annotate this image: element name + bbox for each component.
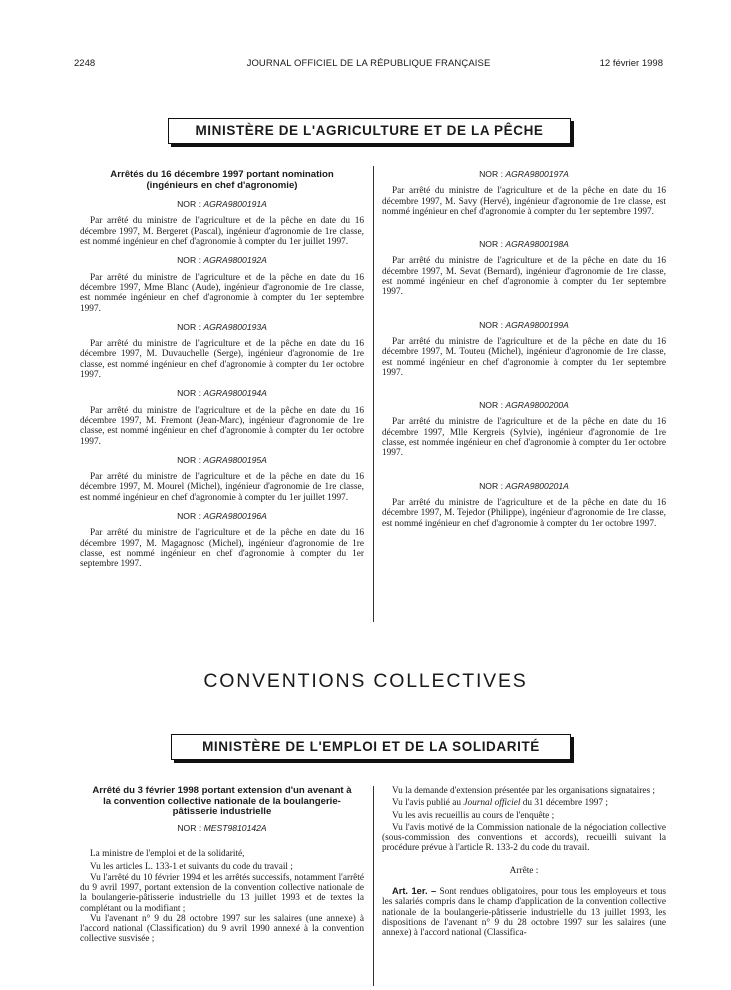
nor-label: NOR : bbox=[177, 511, 204, 522]
nor-reference bbox=[382, 481, 666, 491]
entry-block bbox=[382, 169, 666, 217]
nor-reference bbox=[80, 388, 364, 398]
nor-code: AGRA9800197A bbox=[505, 169, 569, 179]
column-divider bbox=[373, 166, 374, 622]
right-column-emploi bbox=[382, 786, 666, 939]
nor-label: NOR : bbox=[479, 480, 506, 491]
visa-paragraph: Vu l'arrêté du 10 février 1994 et les arrêtés successifs, notamment l'arrêté du 9 avril 1997, portant extension de la convention collective nationale de la boulangerie-pâtisserie industrielle du 13 juillet 1993 et de textes la complétant ou la modifiant ; bbox=[80, 872, 364, 914]
nor-label: NOR : bbox=[479, 400, 506, 411]
journal-title: JOURNAL OFFICIEL DE LA RÉPUBLIQUE FRANÇAISE bbox=[246, 58, 491, 69]
article-text: Sont rendues obligatoires, pour tous les employeurs et tous les salariés compris dans le champ d'application de la convention collective nationale de la boulangerie-pâtisserie industrielle du 13 juillet 1993, les dispositions de l'avenant n° 9 du 28 octobre 1997 sur les salaires (une annexe) à l'accord national (Classifica- bbox=[382, 887, 666, 939]
nor-label: NOR : bbox=[177, 388, 204, 399]
entry-block bbox=[382, 320, 666, 378]
nor-reference bbox=[382, 400, 666, 410]
arrete-paragraph: Par arrêté du ministre de l'agriculture et de la pêche en date du 16 décembre 1997, M. Tejedor (Philippe), ingénieur d'agronomie de 1re classe, est nommé ingénieur en chef d'agronomie à compter du 1er octobre 1997. bbox=[382, 497, 666, 529]
arrete-title: Arrêté du 3 février 1998 portant extension d'un avenant à la convention collective nationale de la boulangerie- pâtisserie industrielle bbox=[92, 785, 352, 818]
arrete-title: Arrêtés du 16 décembre 1997 portant nomination (ingénieurs en chef d'agronomie) bbox=[110, 169, 334, 191]
journal-officiel-italic: Journal officiel bbox=[463, 798, 521, 809]
nor-label: NOR : bbox=[479, 169, 506, 179]
nor-label: NOR : bbox=[177, 199, 204, 210]
entry-block bbox=[80, 255, 364, 313]
nor-code: AGRA9800192A bbox=[203, 255, 267, 266]
nor-reference: NOR : MEST9810142A bbox=[177, 822, 267, 833]
visa-paragraph: Vu la demande d'extension présentée par les organisations signataires ; bbox=[392, 786, 655, 796]
nor-code: AGRA9800191A bbox=[203, 199, 267, 210]
arrete-paragraph: Par arrêté du ministre de l'agriculture et de la pêche en date du 16 décembre 1997, M. Savy (Hervé), ingénieur d'agronomie de 1re classe, est nommé ingénieur en chef d'agronomie à compter du 1er septembre 1997. bbox=[382, 186, 666, 217]
nor-reference bbox=[382, 320, 666, 330]
nor-reference bbox=[80, 455, 364, 465]
nor-label: NOR : bbox=[177, 255, 204, 266]
right-column-agriculture bbox=[382, 166, 666, 529]
nor-code: AGRA9800200A bbox=[505, 400, 569, 411]
nor-code: AGRA9800196A bbox=[203, 511, 267, 522]
issue-date: 12 février 1998 bbox=[599, 58, 663, 69]
nor-label: NOR : bbox=[177, 454, 204, 465]
nor-reference bbox=[382, 169, 666, 179]
page-number: 2248 bbox=[74, 58, 96, 69]
nor-code: AGRA9800194A bbox=[203, 388, 267, 399]
nor-reference bbox=[80, 322, 364, 332]
column-divider bbox=[373, 786, 374, 986]
entry-block bbox=[80, 322, 364, 380]
nor-code: AGRA9800193A bbox=[203, 321, 267, 332]
arrete-label: Arrête : bbox=[509, 865, 539, 876]
nor-code: AGRA9800198A bbox=[505, 239, 569, 250]
visa-paragraph: Vu l'avenant n° 9 du 28 octobre 1997 sur les salaires (une annexe) à l'accord national (Classification) du 9 avril 1990 annexé à la convention collective susvisée ; bbox=[80, 913, 364, 945]
arrete-paragraph: Par arrêté du ministre de l'agriculture et de la pêche en date du 16 décembre 1997, M. Mourel (Michel), ingénieur d'agronomie de 1re classe, est nommé ingénieur en chef d'agronomie à compter du 1er juillet 1997. bbox=[80, 472, 364, 503]
arrete-paragraph: Par arrêté du ministre de l'agriculture et de la pêche en date du 16 décembre 1997, M. Sevat (Bernard), ingénieur d'agronomie de 1re classe, est nommé ingénieur en chef d'agronomie à compter du 1er septembre 1997. bbox=[382, 256, 666, 298]
nor-code: AGRA9800199A bbox=[505, 319, 569, 330]
arrete-paragraph: Par arrêté du ministre de l'agriculture et de la pêche en date du 16 décembre 1997, Mlle Kergreis (Sylvie), ingénieur d'agronomie de 1re classe, est nommée ingénieur en chef d'agronomie à compter du 1er octobre 1997. bbox=[382, 417, 666, 459]
ministry-heading-agriculture: MINISTÈRE DE L'AGRICULTURE ET DE LA PÊCHE bbox=[168, 118, 571, 144]
entry-block bbox=[80, 199, 364, 247]
nor-reference bbox=[382, 239, 666, 249]
article-paragraph bbox=[382, 886, 666, 938]
visa-paragraph: La ministre de l'emploi et de la solidarité, bbox=[90, 849, 245, 860]
visa-paragraph: Vu l'avis motivé de la Commission nationale de la négociation collective (sous-commission des conventions et accords), recueilli suivant la procédure prévue à l'article R. 133-2 du code du travail. bbox=[382, 822, 666, 854]
jo-visa-text: Vu l'avis publié au Journal officiel du 31 décembre 1997 ; bbox=[392, 798, 608, 809]
ministry-heading-emploi: MINISTÈRE DE L'EMPLOI ET DE LA SOLIDARITÉ bbox=[171, 734, 571, 760]
nor-label: NOR : bbox=[479, 239, 506, 250]
visa-paragraph: Vu les avis recueillis au cours de l'enquête ; bbox=[392, 810, 555, 821]
visa-paragraph bbox=[382, 798, 666, 808]
entry-block bbox=[382, 400, 666, 458]
left-column-agriculture bbox=[80, 170, 364, 570]
nor-reference bbox=[80, 199, 364, 209]
visa-paragraph: Vu les articles L. 133-1 et suivants du code du travail ; bbox=[90, 862, 293, 873]
entry-block bbox=[382, 239, 666, 297]
article-label: Art. 1er. – bbox=[392, 886, 437, 897]
nor-reference bbox=[80, 255, 364, 265]
arrete-paragraph: Par arrêté du ministre de l'agriculture et de la pêche en date du 16 décembre 1997, Mme Blanc (Aude), ingénieur d'agronomie de 1re classe, est nommée ingénieur en chef d'agronomie à compter du 1er septembre 1997. bbox=[80, 272, 364, 314]
entry-block bbox=[382, 481, 666, 529]
nor-code: AGRA9800195A bbox=[203, 454, 267, 465]
entry-block bbox=[80, 511, 364, 569]
arrete-paragraph: Par arrêté du ministre de l'agriculture et de la pêche en date du 16 décembre 1997, M. Fremont (Jean-Marc), ingénieur d'agronomie de 1re classe, est nommé ingénieur en chef d'agronomie à compter du 1er octobre 1997. bbox=[80, 405, 364, 447]
left-column-emploi bbox=[80, 786, 364, 945]
arrete-paragraph: Par arrêté du ministre de l'agriculture et de la pêche en date du 16 décembre 1997, M. Duvauchelle (Serge), ingénieur d'agronomie de 1re classe, est nommé ingénieur en chef d'agronomie à compter du 1er octobre 1997. bbox=[80, 339, 364, 381]
entry-block bbox=[80, 455, 364, 503]
nor-label: NOR : bbox=[177, 321, 204, 332]
section-heading: CONVENTIONS COLLECTIVES bbox=[203, 670, 528, 692]
nor-code: AGRA9800201A bbox=[505, 480, 569, 491]
nor-label: NOR : bbox=[479, 319, 506, 330]
arrete-paragraph: Par arrêté du ministre de l'agriculture et de la pêche en date du 16 décembre 1997, M. Magagnosc (Michel), ingénieur d'agronomie de 1re classe, est nommé ingénieur en chef d'agronomie à compter du 1er septembre 1997. bbox=[80, 528, 364, 570]
arrete-paragraph: Par arrêté du ministre de l'agriculture et de la pêche en date du 16 décembre 1997, M. Bergeret (Pascal), ingénieur d'agronomie de 1re classe, est nommé ingénieur en chef d'agronomie à compter du 1er juillet 1997. bbox=[80, 216, 364, 248]
arrete-paragraph: Par arrêté du ministre de l'agriculture et de la pêche en date du 16 décembre 1997, M. Touteu (Michel), ingénieur d'agronomie de 1re classe, est nommé ingénieur en chef d'agronomie à compter du 1er septembre 1997. bbox=[382, 336, 666, 378]
nor-reference bbox=[80, 511, 364, 521]
entry-block bbox=[80, 388, 364, 446]
